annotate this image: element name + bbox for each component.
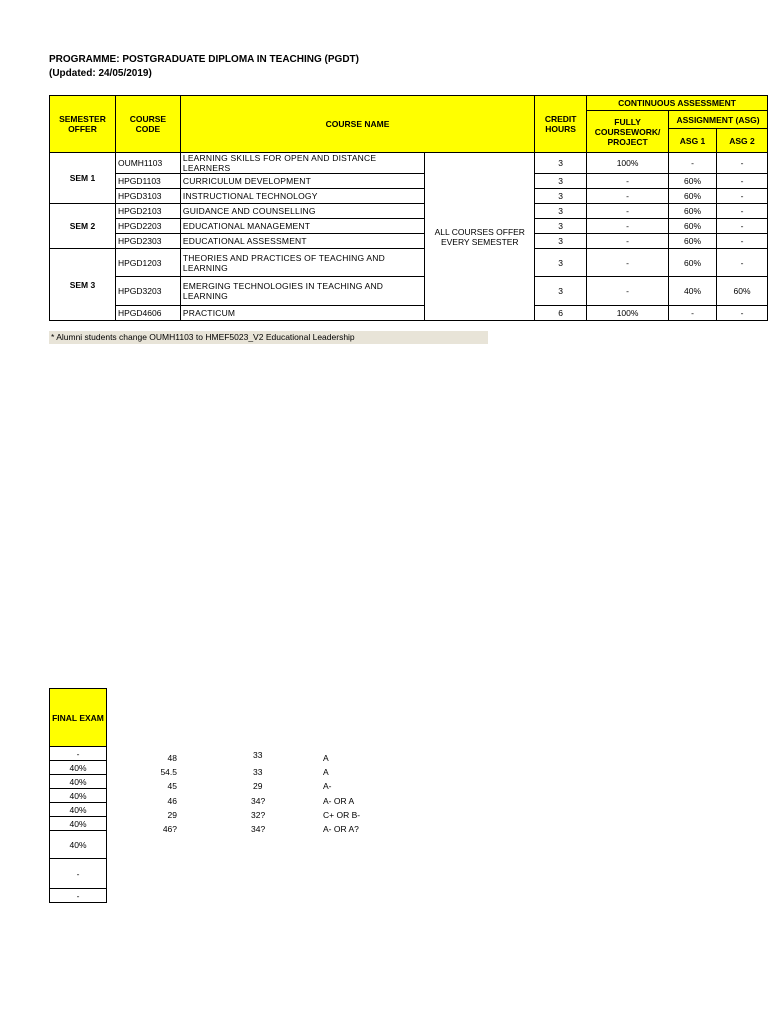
course-name: INSTRUCTIONAL TECHNOLOGY bbox=[180, 189, 424, 204]
table-row bbox=[50, 234, 768, 249]
course-code: HPGD2103 bbox=[115, 204, 180, 219]
final-exam-cell: 40% bbox=[50, 817, 107, 831]
table-row bbox=[50, 277, 768, 306]
grade: A bbox=[323, 753, 329, 763]
header-fully-coursework: FULLY COURSEWORK/ PROJECT bbox=[587, 111, 669, 153]
credit-cell: 3 bbox=[535, 189, 587, 204]
semester-cell: SEM 2 bbox=[50, 204, 116, 249]
fully-cell: 100% bbox=[587, 153, 669, 174]
programme-title: PROGRAMME: POSTGRADUATE DIPLOMA IN TEACHING (PGDT) bbox=[49, 54, 359, 65]
fully-cell: - bbox=[587, 249, 669, 277]
credit-cell: 3 bbox=[535, 277, 587, 306]
asg2-cell: - bbox=[717, 204, 768, 219]
course-name: LEARNING SKILLS FOR OPEN AND DISTANCE LEARNERS bbox=[180, 153, 424, 174]
grade: A- OR A bbox=[323, 796, 355, 806]
asg2-cell: - bbox=[717, 219, 768, 234]
score-b: 34? bbox=[251, 796, 266, 806]
semester-cell: SEM 1 bbox=[50, 153, 116, 204]
header-credit-hours: CREDIT HOURS bbox=[535, 96, 587, 153]
course-name: PRACTICUM bbox=[180, 306, 424, 321]
offer-note-cell: ALL COURSES OFFER EVERY SEMESTER bbox=[425, 153, 535, 321]
table-row bbox=[50, 219, 768, 234]
fully-cell: - bbox=[587, 219, 669, 234]
header-course-code: COURSE CODE bbox=[115, 96, 180, 153]
fully-cell: 100% bbox=[587, 306, 669, 321]
final-exam-cell: 40% bbox=[50, 775, 107, 789]
course-code: HPGD2203 bbox=[115, 219, 180, 234]
fully-cell: - bbox=[587, 234, 669, 249]
final-exam-cell: - bbox=[50, 889, 107, 903]
final-exam-cell: 40% bbox=[50, 789, 107, 803]
table-row bbox=[50, 204, 768, 219]
course-code: HPGD1103 bbox=[115, 174, 180, 189]
table-row bbox=[50, 306, 768, 321]
final-exam-cell: 40% bbox=[50, 761, 107, 775]
score-a: 46? bbox=[162, 824, 177, 834]
header-final-exam: FINAL EXAM bbox=[50, 689, 107, 747]
asg1-cell: 60% bbox=[669, 174, 717, 189]
asg2-cell: 60% bbox=[717, 277, 768, 306]
fully-cell: - bbox=[587, 204, 669, 219]
course-code: HPGD1203 bbox=[115, 249, 180, 277]
credit-cell: 3 bbox=[535, 174, 587, 189]
header-continuous-assessment: CONTINUOUS ASSESSMENT bbox=[587, 96, 768, 111]
asg1-cell: 60% bbox=[669, 249, 717, 277]
credit-cell: 3 bbox=[535, 234, 587, 249]
course-code: HPGD2303 bbox=[115, 234, 180, 249]
header-semester-offer: SEMESTER OFFER bbox=[50, 96, 116, 153]
course-code: HPGD4606 bbox=[115, 306, 180, 321]
course-name: EDUCATIONAL MANAGEMENT bbox=[180, 219, 424, 234]
course-table bbox=[49, 95, 768, 321]
asg2-cell: - bbox=[717, 153, 768, 174]
grade: A bbox=[323, 767, 329, 777]
asg1-cell: 40% bbox=[669, 277, 717, 306]
semester-cell: SEM 3 bbox=[50, 249, 116, 321]
fully-cell: - bbox=[587, 189, 669, 204]
score-b: 32? bbox=[251, 810, 266, 820]
table-row bbox=[50, 249, 768, 277]
header-asg2: ASG 2 bbox=[717, 129, 768, 153]
course-code: OUMH1103 bbox=[115, 153, 180, 174]
header-assignment: ASSIGNMENT (ASG) bbox=[669, 111, 768, 129]
fully-cell: - bbox=[587, 174, 669, 189]
asg2-cell: - bbox=[717, 306, 768, 321]
asg1-cell: 60% bbox=[669, 234, 717, 249]
course-name: CURRICULUM DEVELOPMENT bbox=[180, 174, 424, 189]
fully-cell: - bbox=[587, 277, 669, 306]
credit-cell: 3 bbox=[535, 219, 587, 234]
score-a: 46 bbox=[167, 796, 177, 806]
asg2-cell: - bbox=[717, 189, 768, 204]
header-asg1: ASG 1 bbox=[669, 129, 717, 153]
credit-cell: 3 bbox=[535, 249, 587, 277]
table-row bbox=[50, 153, 768, 174]
course-name: EDUCATIONAL ASSESSMENT bbox=[180, 234, 424, 249]
score-b: 34? bbox=[251, 824, 266, 834]
table-row bbox=[50, 189, 768, 204]
asg1-cell: 60% bbox=[669, 189, 717, 204]
grade: A- OR A? bbox=[323, 824, 359, 834]
asg2-cell: - bbox=[717, 174, 768, 189]
credit-cell: 3 bbox=[535, 204, 587, 219]
score-b: 33 bbox=[253, 767, 263, 777]
asg2-cell: - bbox=[717, 234, 768, 249]
credit-cell: 6 bbox=[535, 306, 587, 321]
final-exam-table bbox=[49, 688, 107, 903]
alumni-note: * Alumni students change OUMH1103 to HMEF5023_V2 Educational Leadership bbox=[49, 331, 488, 344]
asg1-cell: 60% bbox=[669, 204, 717, 219]
final-exam-cell: - bbox=[50, 747, 107, 761]
asg1-cell: - bbox=[669, 153, 717, 174]
asg1-cell: - bbox=[669, 306, 717, 321]
final-exam-cell: 40% bbox=[50, 803, 107, 817]
score-a: 54.5 bbox=[160, 767, 177, 777]
final-exam-cell: 40% bbox=[50, 831, 107, 859]
asg2-cell: - bbox=[717, 249, 768, 277]
table-row bbox=[50, 174, 768, 189]
course-code: HPGD3103 bbox=[115, 189, 180, 204]
grade: C+ OR B- bbox=[323, 810, 361, 820]
course-name: GUIDANCE AND COUNSELLING bbox=[180, 204, 424, 219]
score-b: 33 bbox=[253, 750, 263, 760]
course-code: HPGD3203 bbox=[115, 277, 180, 306]
final-exam-cell: - bbox=[50, 859, 107, 889]
score-a: 45 bbox=[167, 781, 177, 791]
score-b: 29 bbox=[253, 781, 263, 791]
header-course-name: COURSE NAME bbox=[180, 96, 534, 153]
score-a: 48 bbox=[167, 753, 177, 763]
course-name: EMERGING TECHNOLOGIES IN TEACHING AND LEARNING bbox=[180, 277, 424, 306]
course-name: THEORIES AND PRACTICES OF TEACHING AND LEARNING bbox=[180, 249, 424, 277]
grade: A- bbox=[323, 781, 332, 791]
score-a: 29 bbox=[167, 810, 177, 820]
asg1-cell: 60% bbox=[669, 219, 717, 234]
credit-cell: 3 bbox=[535, 153, 587, 174]
updated-date: (Updated: 24/05/2019) bbox=[49, 68, 152, 79]
